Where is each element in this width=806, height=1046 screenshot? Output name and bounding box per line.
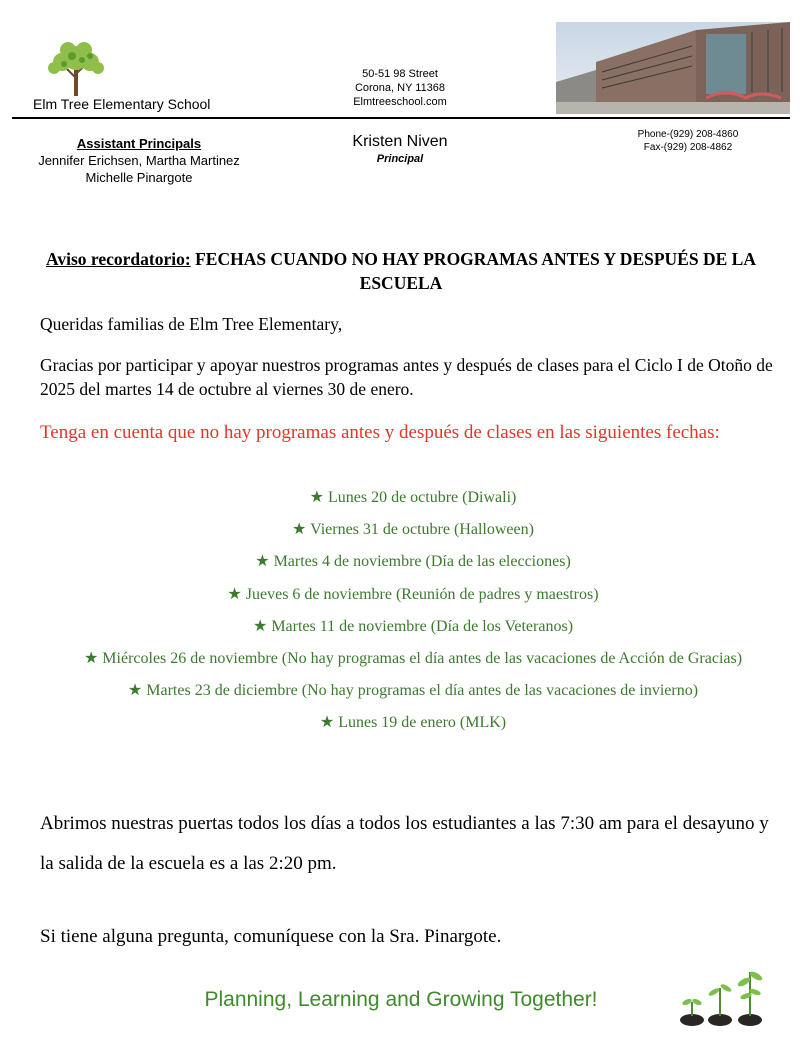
principal-label: Principal <box>376 153 424 165</box>
star-icon: ★ <box>255 553 270 571</box>
star-icon: ★ <box>319 714 335 732</box>
list-item: ★ Lunes 19 de enero (MLK) <box>319 714 507 732</box>
intro-paragraph: Gracias por participar y apoyar nuestros programas antes y después de clases para el Ciclo I de Otoño de 2025 del martes 14 de octubre al viernes 30 de enero. <box>40 355 773 399</box>
list-item: ★ Miércoles 26 de noviembre (No hay programas el día antes de las vacaciones de Acción de Gracias) <box>83 650 743 668</box>
assistant-principals <box>14 135 264 186</box>
heading-text: FECHAS CUANDO NO HAY PROGRAMAS ANTES Y DESPUÉS DE LA ESCUELA <box>190 249 756 293</box>
school-building-photo <box>556 22 790 114</box>
phone-number: Phone-(929) 208-4860 <box>637 129 739 140</box>
school-motto: Planning, Learning and Growing Together! <box>204 988 598 1011</box>
assistant-principals-line-2: Michelle Pinargote <box>85 170 193 185</box>
assistant-principals-title: Assistant Principals <box>76 136 202 151</box>
elm-tree-logo <box>28 38 128 98</box>
school-name: Elm Tree Elementary School <box>33 96 211 112</box>
header-divider <box>12 117 790 119</box>
notice-heading <box>40 247 762 295</box>
list-item: ★ Martes 23 de diciembre (No hay programas el día antes de las vacaciones de invierno) <box>127 682 699 700</box>
contact-note: Si tiene alguna pregunta, comuníquese con la Sra. Pinargote. <box>40 926 502 947</box>
star-icon: ★ <box>252 617 268 635</box>
tree-icon <box>48 42 104 96</box>
warning-text: Tenga en cuenta que no hay programas antes y después de clases en las siguientes fechas: <box>40 422 720 443</box>
school-website: Elmtreeschool.com <box>353 96 447 108</box>
contact-info <box>600 128 776 154</box>
star-icon: ★ <box>309 489 324 506</box>
list-item: ★ Jueves 6 de noviembre (Reunión de padres y maestros) <box>227 585 599 603</box>
assistant-principals-line-1: Jennifer Erichsen, Martha Martinez <box>38 153 240 168</box>
list-item: ★ Lunes 20 de octubre (Diwali) <box>309 489 517 506</box>
star-icon: ★ <box>227 585 242 603</box>
star-icon: ★ <box>83 650 99 668</box>
greeting: Queridas familias de Elm Tree Elementary, <box>40 314 343 334</box>
schedule-paragraph: Abrimos nuestras puertas todos los días a todos los estudiantes a las 7:30 am para el desayuno y la salida de la escuela es a las 2:20 pm. <box>40 813 769 874</box>
list-item: ★ Martes 4 de noviembre (Día de las elecciones) <box>255 553 571 571</box>
fax-number: Fax-(929) 208-4862 <box>643 142 733 153</box>
school-address <box>320 67 480 109</box>
principal-name: Kristen Niven <box>352 133 448 150</box>
star-icon: ★ <box>292 521 307 539</box>
address-street: 50-51 98 Street <box>362 68 438 80</box>
list-item: ★ Viernes 31 de octubre (Halloween) <box>292 521 534 539</box>
star-icon: ★ <box>127 682 143 700</box>
list-item: ★ Martes 11 de noviembre (Día de los Veteranos) <box>252 617 574 635</box>
seedlings-icon <box>674 958 774 1028</box>
address-city: Corona, NY 11368 <box>354 82 446 94</box>
closure-dates-list <box>40 482 786 740</box>
heading-prefix: Aviso recordatorio: <box>46 249 191 269</box>
